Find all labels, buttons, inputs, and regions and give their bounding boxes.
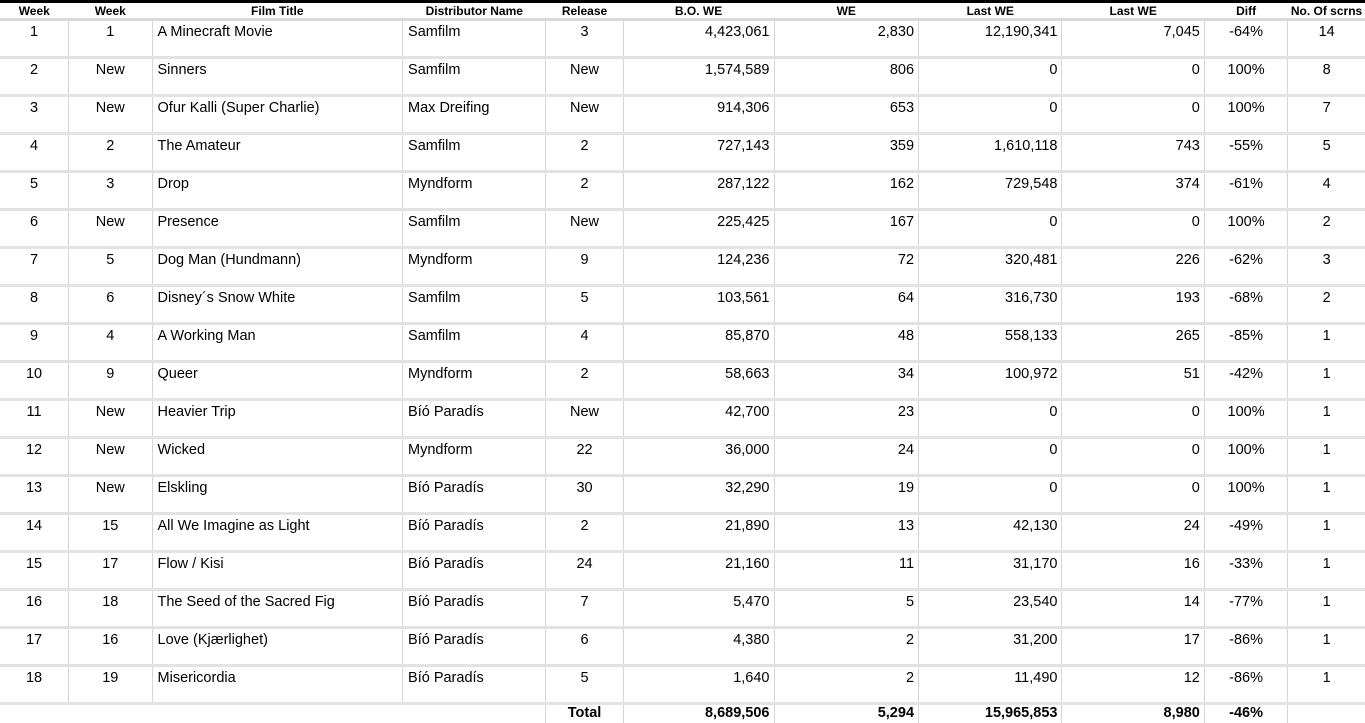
header-week-prev: Week	[69, 3, 153, 20]
cell-bo-we: 32,290	[623, 476, 774, 514]
cell-last-we-bo: 316,730	[919, 286, 1062, 324]
cell-week-rank: 7	[0, 248, 69, 286]
cell-last-we: 7,045	[1062, 20, 1204, 58]
cell-film-title: The Amateur	[152, 134, 403, 172]
cell-we: 653	[774, 96, 919, 134]
cell-release: 9	[546, 248, 623, 286]
totals-last-we-bo: 15,965,853	[919, 704, 1062, 723]
totals-blank	[152, 704, 403, 723]
cell-bo-we: 1,574,589	[623, 58, 774, 96]
cell-screens: 2	[1288, 286, 1365, 324]
cell-distributor: Bíó Paradís	[403, 476, 546, 514]
cell-diff: -62%	[1204, 248, 1288, 286]
cell-last-we-bo: 0	[919, 210, 1062, 248]
table-row	[0, 590, 1365, 628]
cell-release: New	[546, 210, 623, 248]
cell-release: 2	[546, 172, 623, 210]
cell-we: 13	[774, 514, 919, 552]
cell-last-we: 17	[1062, 628, 1204, 666]
cell-we: 167	[774, 210, 919, 248]
cell-release: New	[546, 400, 623, 438]
cell-last-we-bo: 0	[919, 476, 1062, 514]
header-week-rank: Week	[0, 3, 69, 20]
cell-diff: -86%	[1204, 666, 1288, 704]
cell-diff: -55%	[1204, 134, 1288, 172]
cell-last-we-bo: 320,481	[919, 248, 1062, 286]
cell-bo-we: 21,890	[623, 514, 774, 552]
cell-week-prev: 1	[69, 20, 153, 58]
table-body	[0, 20, 1365, 704]
cell-last-we: 0	[1062, 400, 1204, 438]
cell-film-title: Sinners	[152, 58, 403, 96]
cell-week-rank: 18	[0, 666, 69, 704]
header-last-we-bo: Last WE	[919, 3, 1062, 20]
cell-release: 6	[546, 628, 623, 666]
table-row	[0, 210, 1365, 248]
cell-week-rank: 11	[0, 400, 69, 438]
table-row	[0, 134, 1365, 172]
cell-diff: -49%	[1204, 514, 1288, 552]
cell-bo-we: 124,236	[623, 248, 774, 286]
totals-blank	[69, 704, 153, 723]
cell-week-prev: 5	[69, 248, 153, 286]
cell-bo-we: 4,423,061	[623, 20, 774, 58]
cell-week-prev: New	[69, 400, 153, 438]
cell-last-we: 0	[1062, 476, 1204, 514]
cell-release: 5	[546, 666, 623, 704]
table-row	[0, 476, 1365, 514]
cell-week-prev: 19	[69, 666, 153, 704]
header-screens: No. Of scrns	[1288, 3, 1365, 20]
cell-distributor: Myndform	[403, 438, 546, 476]
cell-week-rank: 8	[0, 286, 69, 324]
table-row	[0, 324, 1365, 362]
cell-distributor: Bíó Paradís	[403, 628, 546, 666]
cell-last-we: 24	[1062, 514, 1204, 552]
cell-screens: 1	[1288, 666, 1365, 704]
cell-screens: 1	[1288, 514, 1365, 552]
cell-we: 24	[774, 438, 919, 476]
cell-film-title: Elskling	[152, 476, 403, 514]
cell-we: 162	[774, 172, 919, 210]
cell-distributor: Bíó Paradís	[403, 400, 546, 438]
cell-screens: 1	[1288, 476, 1365, 514]
cell-film-title: Queer	[152, 362, 403, 400]
cell-week-prev: 18	[69, 590, 153, 628]
cell-bo-we: 1,640	[623, 666, 774, 704]
cell-distributor: Max Dreifing	[403, 96, 546, 134]
cell-week-rank: 17	[0, 628, 69, 666]
cell-release: New	[546, 58, 623, 96]
table-row	[0, 362, 1365, 400]
cell-distributor: Bíó Paradís	[403, 590, 546, 628]
cell-last-we-bo: 0	[919, 438, 1062, 476]
cell-we: 2,830	[774, 20, 919, 58]
cell-last-we-bo: 729,548	[919, 172, 1062, 210]
cell-release: 2	[546, 134, 623, 172]
cell-last-we-bo: 31,170	[919, 552, 1062, 590]
cell-week-rank: 4	[0, 134, 69, 172]
cell-week-prev: 9	[69, 362, 153, 400]
totals-blank	[1288, 704, 1365, 723]
cell-last-we: 743	[1062, 134, 1204, 172]
cell-week-rank: 16	[0, 590, 69, 628]
cell-week-prev: 16	[69, 628, 153, 666]
header-diff: Diff	[1204, 3, 1288, 20]
cell-last-we-bo: 0	[919, 58, 1062, 96]
cell-we: 23	[774, 400, 919, 438]
cell-diff: 100%	[1204, 476, 1288, 514]
cell-last-we: 51	[1062, 362, 1204, 400]
cell-last-we-bo: 0	[919, 96, 1062, 134]
cell-bo-we: 5,470	[623, 590, 774, 628]
cell-release: 7	[546, 590, 623, 628]
cell-last-we-bo: 42,130	[919, 514, 1062, 552]
table-row	[0, 286, 1365, 324]
cell-last-we: 12	[1062, 666, 1204, 704]
cell-film-title: Misericordia	[152, 666, 403, 704]
cell-screens: 1	[1288, 438, 1365, 476]
cell-bo-we: 58,663	[623, 362, 774, 400]
cell-distributor: Myndform	[403, 362, 546, 400]
cell-last-we: 226	[1062, 248, 1204, 286]
cell-last-we-bo: 31,200	[919, 628, 1062, 666]
cell-last-we: 0	[1062, 58, 1204, 96]
cell-distributor: Myndform	[403, 172, 546, 210]
cell-week-prev: New	[69, 438, 153, 476]
table-row	[0, 628, 1365, 666]
cell-distributor: Samfilm	[403, 20, 546, 58]
totals-we: 5,294	[774, 704, 919, 723]
cell-bo-we: 914,306	[623, 96, 774, 134]
cell-week-prev: 15	[69, 514, 153, 552]
header-film-title: Film Title	[152, 3, 403, 20]
cell-week-rank: 3	[0, 96, 69, 134]
cell-bo-we: 225,425	[623, 210, 774, 248]
cell-film-title: Dog Man (Hundmann)	[152, 248, 403, 286]
cell-film-title: Flow / Kisi	[152, 552, 403, 590]
cell-last-we-bo: 23,540	[919, 590, 1062, 628]
cell-bo-we: 36,000	[623, 438, 774, 476]
cell-screens: 1	[1288, 400, 1365, 438]
cell-bo-we: 727,143	[623, 134, 774, 172]
cell-diff: 100%	[1204, 400, 1288, 438]
cell-diff: 100%	[1204, 58, 1288, 96]
cell-week-rank: 2	[0, 58, 69, 96]
table-row	[0, 96, 1365, 134]
cell-diff: -42%	[1204, 362, 1288, 400]
totals-label: Total	[546, 704, 623, 723]
cell-last-we-bo: 1,610,118	[919, 134, 1062, 172]
totals-row	[0, 704, 1365, 723]
cell-release: 2	[546, 514, 623, 552]
totals-blank	[403, 704, 546, 723]
cell-distributor: Bíó Paradís	[403, 552, 546, 590]
cell-we: 64	[774, 286, 919, 324]
cell-screens: 1	[1288, 362, 1365, 400]
cell-we: 34	[774, 362, 919, 400]
table-row	[0, 400, 1365, 438]
cell-week-prev: 6	[69, 286, 153, 324]
cell-film-title: Drop	[152, 172, 403, 210]
cell-week-prev: 3	[69, 172, 153, 210]
cell-distributor: Myndform	[403, 248, 546, 286]
header-we: WE	[774, 3, 919, 20]
cell-distributor: Samfilm	[403, 134, 546, 172]
cell-diff: -64%	[1204, 20, 1288, 58]
cell-last-we: 0	[1062, 210, 1204, 248]
cell-diff: -86%	[1204, 628, 1288, 666]
cell-week-rank: 1	[0, 20, 69, 58]
cell-screens: 1	[1288, 552, 1365, 590]
cell-film-title: A Minecraft Movie	[152, 20, 403, 58]
totals-bo-we: 8,689,506	[623, 704, 774, 723]
cell-distributor: Bíó Paradís	[403, 514, 546, 552]
cell-screens: 7	[1288, 96, 1365, 134]
cell-we: 359	[774, 134, 919, 172]
cell-film-title: Heavier Trip	[152, 400, 403, 438]
cell-diff: -61%	[1204, 172, 1288, 210]
cell-week-prev: New	[69, 210, 153, 248]
cell-last-we: 14	[1062, 590, 1204, 628]
cell-last-we-bo: 12,190,341	[919, 20, 1062, 58]
cell-bo-we: 4,380	[623, 628, 774, 666]
box-office-table	[0, 3, 1365, 723]
cell-film-title: The Seed of the Sacred Fig	[152, 590, 403, 628]
table-row	[0, 20, 1365, 58]
cell-film-title: Wicked	[152, 438, 403, 476]
cell-we: 11	[774, 552, 919, 590]
header-row	[0, 3, 1365, 20]
cell-screens: 2	[1288, 210, 1365, 248]
cell-we: 72	[774, 248, 919, 286]
header-release: Release	[546, 3, 623, 20]
cell-diff: 100%	[1204, 96, 1288, 134]
cell-we: 5	[774, 590, 919, 628]
cell-film-title: Love (Kjærlighet)	[152, 628, 403, 666]
cell-week-rank: 15	[0, 552, 69, 590]
cell-distributor: Bíó Paradís	[403, 666, 546, 704]
cell-film-title: Presence	[152, 210, 403, 248]
cell-last-we-bo: 100,972	[919, 362, 1062, 400]
header-last-we: Last WE	[1062, 3, 1204, 20]
cell-week-rank: 6	[0, 210, 69, 248]
cell-screens: 14	[1288, 20, 1365, 58]
cell-release: 3	[546, 20, 623, 58]
totals-blank	[0, 704, 69, 723]
table-row	[0, 666, 1365, 704]
cell-screens: 1	[1288, 324, 1365, 362]
cell-last-we-bo: 11,490	[919, 666, 1062, 704]
cell-bo-we: 103,561	[623, 286, 774, 324]
cell-release: 4	[546, 324, 623, 362]
cell-week-prev: 4	[69, 324, 153, 362]
cell-last-we: 0	[1062, 96, 1204, 134]
cell-last-we-bo: 0	[919, 400, 1062, 438]
cell-week-prev: New	[69, 58, 153, 96]
header-distributor: Distributor Name	[403, 3, 546, 20]
cell-bo-we: 85,870	[623, 324, 774, 362]
totals-last-we: 8,980	[1062, 704, 1204, 723]
cell-screens: 5	[1288, 134, 1365, 172]
cell-last-we: 265	[1062, 324, 1204, 362]
header-bo-we: B.O. WE	[623, 3, 774, 20]
cell-release: 2	[546, 362, 623, 400]
cell-diff: -33%	[1204, 552, 1288, 590]
table-row	[0, 438, 1365, 476]
cell-last-we: 193	[1062, 286, 1204, 324]
table-row	[0, 58, 1365, 96]
cell-week-rank: 10	[0, 362, 69, 400]
cell-week-rank: 9	[0, 324, 69, 362]
cell-screens: 1	[1288, 628, 1365, 666]
cell-week-prev: New	[69, 476, 153, 514]
cell-screens: 4	[1288, 172, 1365, 210]
cell-we: 2	[774, 628, 919, 666]
cell-screens: 8	[1288, 58, 1365, 96]
cell-film-title: Ofur Kalli (Super Charlie)	[152, 96, 403, 134]
cell-diff: 100%	[1204, 210, 1288, 248]
cell-we: 806	[774, 58, 919, 96]
cell-bo-we: 287,122	[623, 172, 774, 210]
cell-distributor: Samfilm	[403, 324, 546, 362]
table-row	[0, 514, 1365, 552]
cell-week-rank: 12	[0, 438, 69, 476]
cell-screens: 1	[1288, 590, 1365, 628]
cell-week-prev: 2	[69, 134, 153, 172]
cell-we: 2	[774, 666, 919, 704]
table-row	[0, 552, 1365, 590]
cell-distributor: Samfilm	[403, 210, 546, 248]
cell-diff: -85%	[1204, 324, 1288, 362]
cell-last-we-bo: 558,133	[919, 324, 1062, 362]
totals-diff: -46%	[1204, 704, 1288, 723]
cell-film-title: All We Imagine as Light	[152, 514, 403, 552]
cell-diff: -77%	[1204, 590, 1288, 628]
cell-bo-we: 21,160	[623, 552, 774, 590]
cell-week-prev: 17	[69, 552, 153, 590]
cell-diff: -68%	[1204, 286, 1288, 324]
cell-week-rank: 13	[0, 476, 69, 514]
table-row	[0, 248, 1365, 286]
cell-week-rank: 14	[0, 514, 69, 552]
cell-we: 19	[774, 476, 919, 514]
cell-week-prev: New	[69, 96, 153, 134]
cell-week-rank: 5	[0, 172, 69, 210]
cell-last-we: 0	[1062, 438, 1204, 476]
cell-diff: 100%	[1204, 438, 1288, 476]
cell-release: 22	[546, 438, 623, 476]
cell-distributor: Samfilm	[403, 58, 546, 96]
cell-screens: 3	[1288, 248, 1365, 286]
cell-release: New	[546, 96, 623, 134]
cell-release: 5	[546, 286, 623, 324]
cell-film-title: A Working Man	[152, 324, 403, 362]
table-row	[0, 172, 1365, 210]
cell-bo-we: 42,700	[623, 400, 774, 438]
cell-last-we: 374	[1062, 172, 1204, 210]
cell-release: 30	[546, 476, 623, 514]
cell-we: 48	[774, 324, 919, 362]
cell-release: 24	[546, 552, 623, 590]
cell-last-we: 16	[1062, 552, 1204, 590]
cell-distributor: Samfilm	[403, 286, 546, 324]
cell-film-title: Disney´s Snow White	[152, 286, 403, 324]
